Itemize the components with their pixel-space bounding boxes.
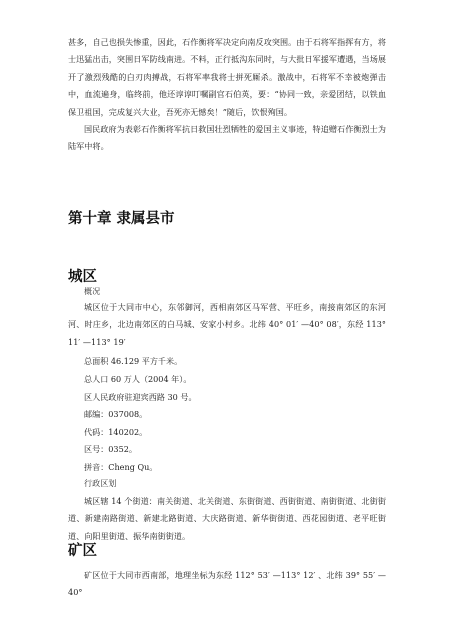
paragraph-overview: 城区位于大同市中心，东邻御河，西相南郊区马军营、平旺乡，南接南郊区的东河河、时庄乡，北边南郊区的白马城、安家小村乡。北纬 40° 01′ —40° 08′，东经 113° 11′ —113° 19′ xyxy=(68,302,386,347)
fact-gov-address: 区人民政府驻迎宾西路 30 号。 xyxy=(84,392,197,402)
paragraph-posthumous-honor: 国民政府为表彰石作衡将军抗日救国壮烈牺牲的爱国主义事迹，特追赠石作衡烈士为陆军中将。 xyxy=(68,124,386,152)
paragraph-mine-district: 矿区位于大同市西南部，地理坐标为东经 112° 53′ —113° 12′ 、北纬 39° 55′ —40° xyxy=(68,570,386,598)
section-title-chengqu: 城区 xyxy=(68,269,97,285)
paragraph-history: 甚多，自己也损失惨重，因此，石作衡将军决定向南反攻突围。由于石将军指挥有方，将士迅猛出击，突围日军防线南进。不料，正行抵沟东同时，与大批日军援军遭遇，当场展开了激烈残酷的白刃肉搏战，石将军率我将士拼死厮杀。激战中，石将军不幸被炮弹击中，血流遍身，临终前，他还谆谆叮嘱副官石伯英，要：“协同一致，亲爱团结，以铁血保卫祖国，完成复兴大业，吾死亦无憾矣！”随后，饮恨殉国。 xyxy=(68,37,386,117)
chapter-title: 第十章 隶属县市 xyxy=(68,211,175,227)
fact-code: 代码：140202。 xyxy=(84,427,148,437)
fact-area-code: 区号：0352。 xyxy=(84,444,137,454)
fact-pinyin: 拼音：Cheng Qu。 xyxy=(84,462,158,472)
paragraph-admin-division: 城区辖 14 个街道：南关街道、北关街道、东街街道、西街街道、南街街道、北街街道、新建南路街道、新建北路街道、大庆路街道、新华街街道、西花园街道、老平旺街道、向阳里街道、振华南街街道。 xyxy=(68,496,386,541)
subheading-admin-division: 行政区划 xyxy=(84,478,117,488)
fact-area: 总面积 46.129 平方千米。 xyxy=(84,356,183,366)
section-title-kuangqu: 矿区 xyxy=(68,543,97,559)
fact-postcode: 邮编：037008。 xyxy=(84,409,148,419)
subheading-overview: 概况 xyxy=(84,286,101,296)
fact-population: 总人口 60 万人（2004 年）。 xyxy=(84,374,192,384)
